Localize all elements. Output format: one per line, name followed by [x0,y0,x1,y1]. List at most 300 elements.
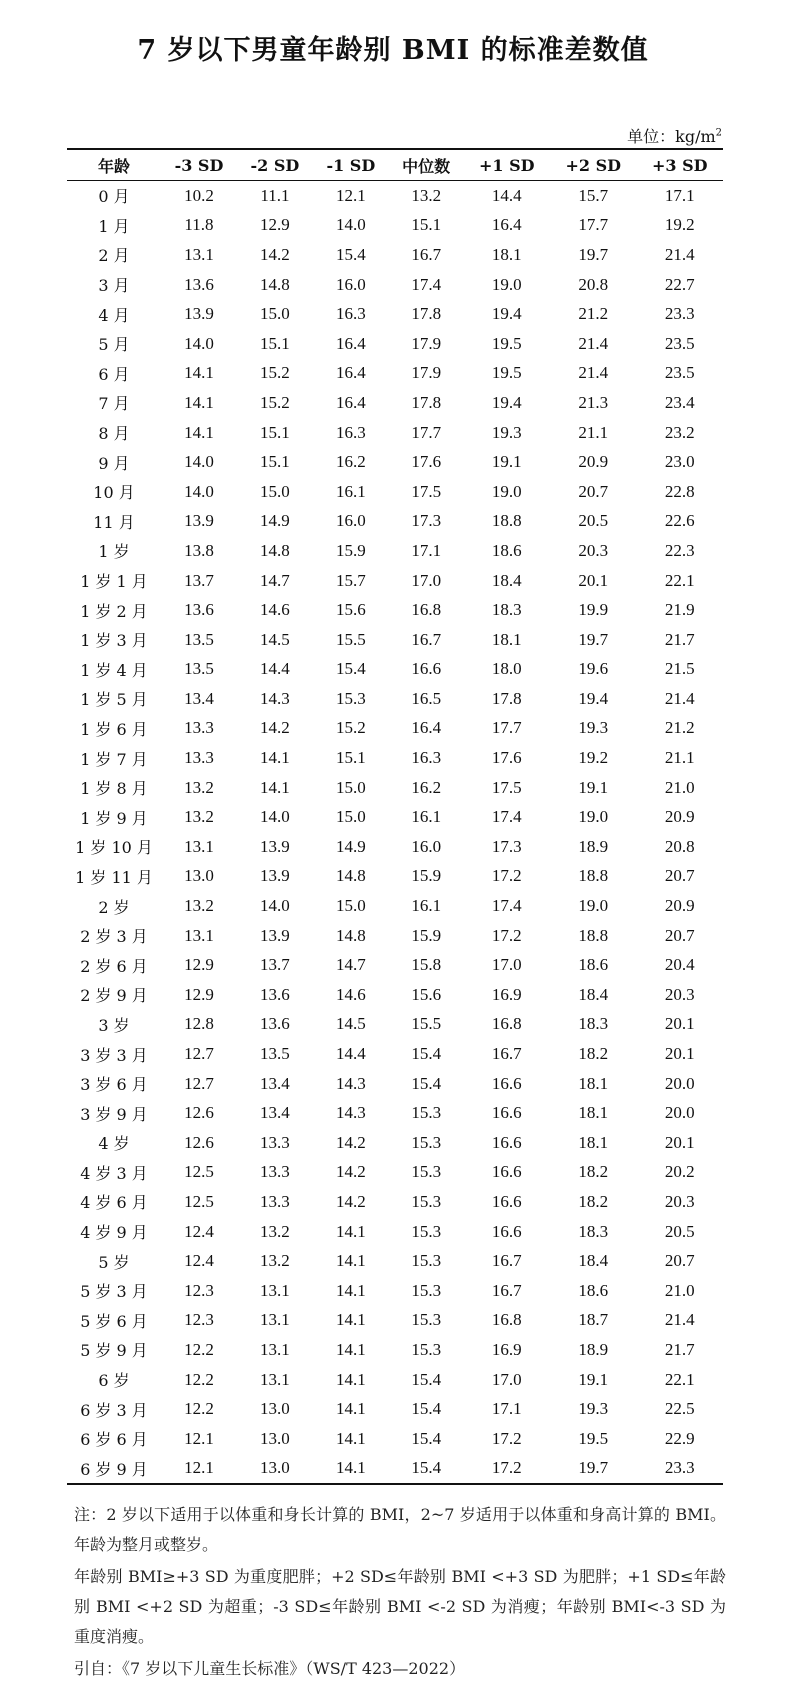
column-header: +2 SD [550,149,636,181]
value-cell: 20.1 [664,1132,695,1152]
value-cell: 13.9 [260,836,290,856]
value-cell: 22.1 [664,1369,695,1389]
value-cell: 16.4 [335,333,366,353]
value-cell: 13.7 [260,955,290,975]
value-cell: 16.8 [491,1014,522,1034]
age-cell: 1 岁 2 月 [80,601,148,621]
value-cell: 16.1 [335,481,366,501]
value-cell: 17.6 [491,748,522,768]
value-cell: 21.4 [664,688,695,708]
value-cell: 17.9 [411,363,442,383]
value-cell: 13.1 [260,1369,290,1389]
value-cell: 12.2 [184,1399,214,1419]
value-cell: 14.7 [260,570,290,590]
age-cell: 1 岁 3 月 [80,631,148,651]
value-cell: 13.4 [184,688,214,708]
value-cell: 13.4 [260,1103,290,1123]
value-cell: 21.1 [664,748,695,768]
value-cell: 23.3 [637,1454,724,1485]
value-cell: 18.1 [491,629,522,649]
value-cell: 15.4 [335,244,366,264]
age-cell: 2 岁 6 月 [80,956,148,976]
value-cell: 20.7 [664,1251,695,1271]
value-cell: 16.6 [491,1221,522,1241]
age-cell: 1 岁 [98,542,130,562]
value-cell: 12.4 [184,1251,214,1271]
table-row [67,477,723,507]
value-cell: 15.4 [389,1454,464,1485]
age-cell: 6 岁 [98,1371,130,1391]
value-cell: 15.4 [411,1044,442,1064]
value-cell: 13.8 [184,540,214,560]
value-cell: 16.0 [335,511,366,531]
value-cell: 18.0 [491,659,522,679]
value-cell: 13.2 [411,185,442,205]
value-cell: 15.3 [411,1251,442,1271]
value-cell: 22.7 [664,274,695,294]
table-row [67,921,723,951]
value-cell: 14.1 [260,748,290,768]
table-row [67,1424,723,1454]
value-cell: 18.1 [578,1073,609,1093]
table-row [67,1306,723,1336]
value-cell: 15.2 [260,392,290,412]
table-row [67,1158,723,1188]
value-cell: 19.7 [578,629,609,649]
value-cell: 20.8 [664,836,695,856]
value-cell: 16.6 [491,1103,522,1123]
value-cell: 19.0 [578,807,609,827]
value-cell: 21.4 [664,244,695,264]
table-row [67,891,723,921]
age-cell: 3 岁 9 月 [80,1104,148,1124]
value-cell: 13.2 [184,896,214,916]
value-cell: 14.1 [335,1221,366,1241]
age-cell: 5 岁 [98,1252,130,1272]
age-cell: 4 月 [98,305,130,325]
value-cell: 16.9 [491,984,522,1004]
value-cell: 18.4 [491,570,522,590]
value-cell: 21.7 [664,1339,695,1359]
age-cell: 4 岁 9 月 [80,1223,148,1243]
value-cell: 11.1 [260,185,290,205]
value-cell: 21.5 [664,659,695,679]
value-cell: 13.7 [184,570,214,590]
value-cell: 17.1 [491,1399,522,1419]
value-cell: 21.2 [664,718,695,738]
value-cell: 14.0 [260,896,290,916]
value-cell: 13.9 [260,866,290,886]
value-cell: 14.4 [260,659,290,679]
value-cell: 16.6 [491,1132,522,1152]
table-row [67,329,723,359]
value-cell: 16.3 [335,304,366,324]
value-cell: 16.4 [335,363,366,383]
column-header: 年龄 [67,149,161,181]
value-cell: 23.4 [664,392,695,412]
value-cell: 14.1 [335,1428,366,1448]
value-cell: 19.0 [491,481,522,501]
value-cell: 13.6 [260,984,290,1004]
value-cell: 22.3 [664,540,695,560]
table-row [67,1217,723,1247]
unit-superscript: 2 [715,127,722,139]
value-cell: 18.6 [578,955,609,975]
value-cell: 14.1 [184,422,214,442]
page-title: 7 岁以下男童年龄别 BMI 的标准差数值 [137,35,649,66]
value-cell: 15.4 [411,1399,442,1419]
value-cell: 18.2 [578,1162,609,1182]
value-cell: 23.5 [664,333,695,353]
value-cell: 16.6 [491,1191,522,1211]
value-cell: 18.1 [578,1103,609,1123]
value-cell: 21.4 [578,363,609,383]
age-cell: 5 岁 3 月 [80,1282,148,1302]
value-cell: 20.9 [664,807,695,827]
value-cell: 16.4 [335,392,366,412]
value-cell: 22.5 [664,1399,695,1419]
value-cell: 13.1 [260,1310,290,1330]
value-cell: 14.2 [335,1191,366,1211]
table-row [67,211,723,241]
value-cell: 17.4 [491,807,522,827]
value-cell: 12.3 [184,1280,214,1300]
value-cell: 15.4 [411,1073,442,1093]
age-cell: 5 岁 6 月 [80,1311,148,1331]
value-cell: 15.9 [411,925,442,945]
age-cell: 4 岁 3 月 [80,1163,148,1183]
bmi-table [67,148,723,1485]
value-cell: 15.3 [411,1310,442,1330]
value-cell: 16.1 [411,896,442,916]
value-cell: 13.9 [260,925,290,945]
value-cell: 18.1 [578,1132,609,1152]
value-cell: 16.7 [411,629,442,649]
value-cell: 17.8 [411,392,442,412]
note-applicability: 注：2 岁以下适用于以体重和身长计算的 BMI，2~7 岁适用于以体重和身高计算的 BMI。年龄为整月或整岁。 [74,1505,726,1554]
value-cell: 14.1 [335,1339,366,1359]
value-cell: 19.0 [491,274,522,294]
value-cell: 19.5 [491,333,522,353]
value-cell: 15.9 [411,866,442,886]
unit-value: kg/m [675,127,716,146]
table-row [67,1128,723,1158]
value-cell: 18.7 [578,1310,609,1330]
value-cell: 19.6 [578,659,609,679]
value-cell: 14.3 [260,688,290,708]
age-cell: 11 月 [93,512,135,532]
value-cell: 16.7 [491,1280,522,1300]
value-cell: 14.1 [335,1280,366,1300]
value-cell: 14.1 [184,363,214,383]
value-cell: 14.2 [335,1162,366,1182]
value-cell: 15.3 [411,1339,442,1359]
value-cell: 16.3 [411,748,442,768]
value-cell: 17.4 [411,274,442,294]
value-cell: 12.9 [184,984,214,1004]
value-cell: 13.6 [184,600,214,620]
age-cell: 4 岁 6 月 [80,1193,148,1213]
value-cell: 15.2 [335,718,366,738]
table-row [67,447,723,477]
table-row [67,240,723,270]
value-cell: 17.0 [491,1369,522,1389]
value-cell: 12.5 [184,1191,214,1211]
table-row [67,1454,723,1485]
value-cell: 12.1 [184,1428,214,1448]
value-cell: 10.2 [184,185,214,205]
value-cell: 14.8 [260,540,290,560]
value-cell: 15.6 [335,600,366,620]
value-cell: 13.3 [260,1162,290,1182]
age-cell: 6 岁 9 月 [67,1454,161,1485]
value-cell: 12.3 [184,1310,214,1330]
value-cell: 18.8 [491,511,522,531]
value-cell: 14.8 [260,274,290,294]
column-header: -3 SD [161,149,237,181]
table-row [67,507,723,537]
value-cell: 18.1 [491,244,522,264]
value-cell: 19.4 [491,304,522,324]
column-header: +1 SD [464,149,550,181]
value-cell: 16.9 [491,1339,522,1359]
age-cell: 2 岁 [98,897,130,917]
value-cell: 23.3 [664,304,695,324]
value-cell: 16.7 [411,244,442,264]
value-cell: 15.7 [578,185,609,205]
value-cell: 21.1 [578,422,609,442]
value-cell: 18.2 [578,1044,609,1064]
value-cell: 17.1 [664,185,695,205]
value-cell: 13.5 [184,659,214,679]
value-cell: 13.3 [184,748,214,768]
table-row [67,1039,723,1069]
value-cell: 14.0 [184,452,214,472]
age-cell: 1 岁 5 月 [80,690,148,710]
value-cell: 14.1 [313,1454,389,1485]
value-cell: 19.5 [491,363,522,383]
value-cell: 15.3 [411,1103,442,1123]
age-cell: 2 岁 9 月 [80,986,148,1006]
value-cell: 19.4 [578,688,609,708]
value-cell: 21.7 [664,629,695,649]
value-cell: 19.1 [578,777,609,797]
value-cell: 15.3 [411,1162,442,1182]
value-cell: 17.7 [491,718,522,738]
table-row [67,1187,723,1217]
value-cell: 17.7 [578,215,609,235]
age-cell: 2 岁 3 月 [80,927,148,947]
value-cell: 17.2 [491,866,522,886]
table-body [67,181,723,1485]
value-cell: 17.0 [491,955,522,975]
value-cell: 13.5 [184,629,214,649]
value-cell: 20.5 [664,1221,695,1241]
value-cell: 13.1 [184,244,214,264]
value-cell: 22.6 [664,511,695,531]
value-cell: 18.4 [578,1251,609,1271]
value-cell: 21.3 [578,392,609,412]
value-cell: 15.9 [335,540,366,560]
value-cell: 13.3 [184,718,214,738]
value-cell: 23.0 [664,452,695,472]
value-cell: 20.1 [664,1014,695,1034]
table-row [67,270,723,300]
value-cell: 12.8 [184,1014,214,1034]
value-cell: 14.8 [335,866,366,886]
value-cell: 15.3 [411,1280,442,1300]
table-row [67,1010,723,1040]
value-cell: 16.3 [335,422,366,442]
value-cell: 16.0 [411,836,442,856]
value-cell: 15.4 [335,659,366,679]
age-cell: 1 岁 10 月 [75,838,153,858]
value-cell: 16.8 [411,600,442,620]
value-cell: 13.3 [260,1132,290,1152]
value-cell: 15.8 [411,955,442,975]
age-cell: 1 岁 1 月 [80,572,148,592]
value-cell: 16.2 [335,452,366,472]
age-cell: 1 岁 6 月 [80,719,148,739]
value-cell: 15.5 [411,1014,442,1034]
table-row [67,1394,723,1424]
table-row [67,714,723,744]
note-source: 引自：《7 岁以下儿童生长标准》（WS/T 423—2022） [74,1659,466,1678]
value-cell: 12.7 [184,1073,214,1093]
age-cell: 6 岁 3 月 [80,1400,148,1420]
value-cell: 14.1 [260,777,290,797]
age-cell: 1 岁 8 月 [80,779,148,799]
value-cell: 15.4 [411,1428,442,1448]
value-cell: 20.3 [578,540,609,560]
note-classification: 年龄别 BMI≥+3 SD 为重度肥胖；+2 SD≤年龄别 BMI <+3 SD 为肥胖；+1 SD≤年龄别 BMI <+2 SD 为超重；-3 SD≤年龄别 BMI <-2 SD 为消瘦；年龄别 BMI<-3 SD 为重度消瘦。 [74,1567,726,1646]
value-cell: 20.9 [578,452,609,472]
value-cell: 20.8 [578,274,609,294]
value-cell: 12.5 [184,1162,214,1182]
age-cell: 10 月 [93,483,135,503]
value-cell: 12.1 [161,1454,237,1485]
value-cell: 15.3 [411,1221,442,1241]
value-cell: 13.6 [184,274,214,294]
table-header [67,149,723,181]
value-cell: 20.3 [664,1191,695,1211]
value-cell: 16.4 [411,718,442,738]
value-cell: 21.4 [578,333,609,353]
value-cell: 13.0 [260,1399,290,1419]
table-row [67,832,723,862]
value-cell: 12.6 [184,1103,214,1123]
value-cell: 14.1 [335,1251,366,1271]
value-cell: 15.5 [335,629,366,649]
value-cell: 12.2 [184,1369,214,1389]
value-cell: 13.4 [260,1073,290,1093]
column-header: 中位数 [389,149,464,181]
value-cell: 14.0 [184,481,214,501]
value-cell: 16.4 [491,215,522,235]
value-cell: 19.3 [578,718,609,738]
value-cell: 18.9 [578,1339,609,1359]
value-cell: 20.9 [664,896,695,916]
value-cell: 14.1 [335,1369,366,1389]
value-cell: 12.2 [184,1339,214,1359]
value-cell: 16.1 [411,807,442,827]
value-cell: 17.9 [411,333,442,353]
value-cell: 18.2 [578,1191,609,1211]
value-cell: 14.1 [335,1310,366,1330]
value-cell: 14.8 [335,925,366,945]
value-cell: 14.6 [335,984,366,1004]
value-cell: 14.3 [335,1103,366,1123]
age-cell: 3 岁 [98,1015,130,1035]
value-cell: 15.1 [335,748,366,768]
value-cell: 19.7 [550,1454,636,1485]
value-cell: 16.8 [491,1310,522,1330]
table-row [67,1365,723,1395]
notes-section [74,1500,726,1686]
value-cell: 17.8 [411,304,442,324]
value-cell: 22.9 [664,1428,695,1448]
value-cell: 15.3 [335,688,366,708]
table-row [67,802,723,832]
value-cell: 19.3 [491,422,522,442]
value-cell: 13.1 [184,925,214,945]
age-cell: 1 岁 11 月 [75,867,153,887]
value-cell: 19.1 [578,1369,609,1389]
value-cell: 16.6 [491,1162,522,1182]
table-row [67,388,723,418]
age-cell: 8 月 [98,424,130,444]
value-cell: 19.3 [578,1399,609,1419]
value-cell: 20.7 [664,866,695,886]
age-cell: 9 月 [98,453,130,473]
value-cell: 21.0 [664,1280,695,1300]
age-cell: 1 岁 4 月 [80,660,148,680]
value-cell: 20.5 [578,511,609,531]
value-cell: 12.7 [184,1044,214,1064]
header-row [67,149,723,181]
age-cell: 2 月 [98,246,130,266]
column-header: -1 SD [313,149,389,181]
value-cell: 14.0 [335,215,366,235]
value-cell: 17.6 [411,452,442,472]
value-cell: 14.1 [335,1399,366,1419]
value-cell: 15.0 [335,807,366,827]
value-cell: 19.4 [491,392,522,412]
value-cell: 14.4 [491,185,522,205]
table-row [67,625,723,655]
value-cell: 17.3 [411,511,442,531]
age-cell: 6 岁 6 月 [80,1430,148,1450]
value-cell: 15.1 [260,333,290,353]
value-cell: 19.2 [578,748,609,768]
value-cell: 17.5 [491,777,522,797]
value-cell: 14.1 [184,392,214,412]
value-cell: 16.5 [411,688,442,708]
age-cell: 3 月 [98,276,130,296]
value-cell: 18.8 [578,925,609,945]
value-cell: 13.9 [184,304,214,324]
value-cell: 18.4 [578,984,609,1004]
value-cell: 20.7 [664,925,695,945]
value-cell: 13.2 [260,1251,290,1271]
value-cell: 15.0 [260,304,290,324]
value-cell: 13.0 [184,866,214,886]
age-cell: 6 月 [98,364,130,384]
value-cell: 20.2 [664,1162,695,1182]
table-row [67,181,723,211]
value-cell: 17.1 [411,540,442,560]
unit-prefix: 单位： [627,127,676,146]
